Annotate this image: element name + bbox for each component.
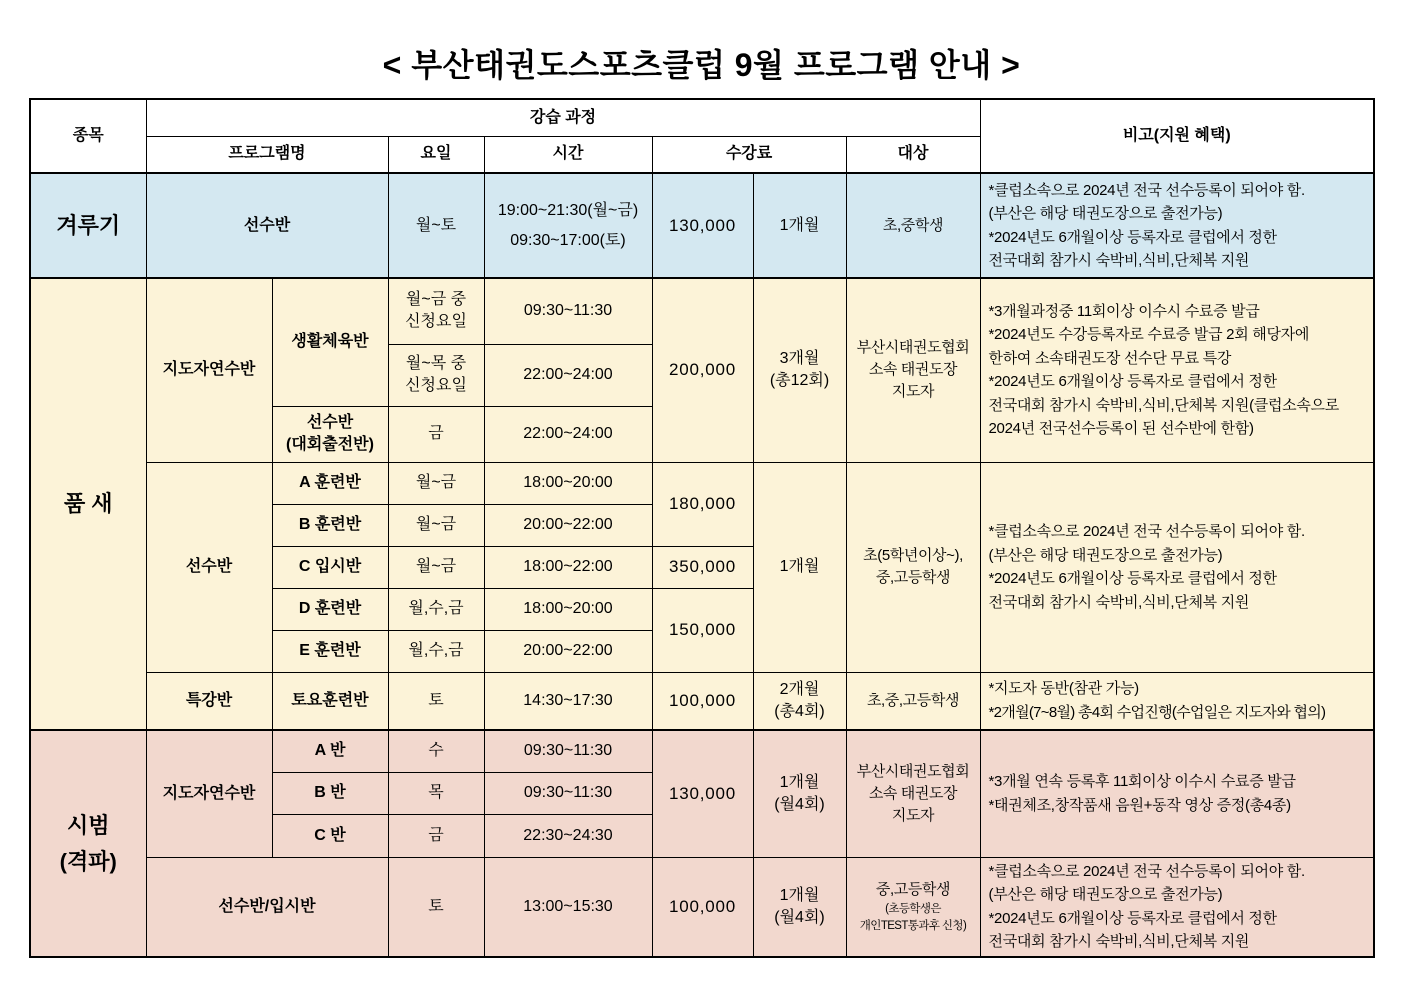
class-day-cell: 월~금 <box>388 462 484 504</box>
target-line: 중,고등학생 <box>875 880 951 898</box>
poomsae-special-period-cell <box>753 672 846 730</box>
class-time-cell: 20:00~22:00 <box>484 504 652 546</box>
poomsae-athlete-period-cell: 1개월 <box>753 462 846 672</box>
day-line: 신청요일 <box>405 313 467 331</box>
poomsae-athlete-course-cell: 선수반 <box>146 462 272 672</box>
sparring-fee-cell: 130,000 <box>652 173 753 278</box>
period-line: (월4회) <box>774 908 825 926</box>
class-day-cell: 월,수,금 <box>388 630 484 672</box>
poomsae-daily-day-cell <box>388 278 484 344</box>
class-day-cell: 수 <box>388 730 484 772</box>
header-day: 요일 <box>388 136 484 173</box>
class-day-cell: 월,수,금 <box>388 588 484 630</box>
demo-athlete-target-cell <box>846 857 980 957</box>
poomsae-special-target-cell: 초,중,고등학생 <box>846 672 980 730</box>
target-line: 지도자 <box>891 383 935 401</box>
class-time-cell: 18:00~20:00 <box>484 588 652 630</box>
poomsae-daily-sports-cell: 생활체육반 <box>272 278 388 406</box>
page-title: < 부산태권도스포츠클럽 9월 프로그램 안내 > <box>382 47 1021 83</box>
note-line: (부산은 해당 태권도장으로 출전가능) <box>988 546 1223 564</box>
note-line: *클럽소속으로 2024년 전국 선수등록이 되어야 함. <box>988 181 1305 199</box>
class-time-cell: 20:00~22:00 <box>484 630 652 672</box>
poomsae-daily-time-cell: 22:00~24:00 <box>484 344 652 406</box>
demo-athlete-fee-cell: 100,000 <box>652 857 753 957</box>
demo-category-cell <box>30 730 146 957</box>
poomsae-row <box>30 278 1374 344</box>
demo-row <box>30 730 1374 772</box>
day-line: 월~금 중 <box>405 291 467 309</box>
sparring-notes-cell <box>980 173 1374 278</box>
demo-instructor-period-cell <box>753 730 846 857</box>
poomsae-daily-day-cell <box>388 344 484 406</box>
target-note-line: (초등학생은 <box>885 902 941 915</box>
class-name-cell: B 반 <box>272 772 388 814</box>
target-line: 중,고등학생 <box>875 569 951 586</box>
poomsae-instructor-course-cell: 지도자연수반 <box>146 278 272 462</box>
class-day-cell: 월~금 <box>388 504 484 546</box>
sparring-program-cell: 선수반 <box>146 173 388 278</box>
period-line: 1개월 <box>779 886 820 904</box>
note-line: 전국대회 참가시 숙박비,식비,단체복 지원 <box>988 933 1250 951</box>
poomsae-athlete-notes-cell <box>980 462 1374 672</box>
class-name-cell: B 훈련반 <box>272 504 388 546</box>
header-target: 대상 <box>846 136 980 173</box>
poomsae-competition-time-cell: 22:00~24:00 <box>484 406 652 462</box>
poomsae-athlete-fee-c-cell: 350,000 <box>652 546 753 588</box>
poomsae-special-time-cell: 14:30~17:30 <box>484 672 652 730</box>
note-line: (부산은 해당 태권도장으로 출전가능) <box>988 205 1223 222</box>
time-line: 09:30~17:00(토) <box>510 231 626 249</box>
note-line: *클럽소속으로 2024년 전국 선수등록이 되어야 함. <box>988 862 1305 880</box>
demo-row <box>30 857 1374 957</box>
period-line: (총4회) <box>774 702 825 720</box>
demo-athlete-period-cell <box>753 857 846 957</box>
target-note-line: 개인TEST통과후 신청) <box>859 919 967 932</box>
sparring-period-cell: 1개월 <box>753 173 846 278</box>
class-name-cell: A 반 <box>272 730 388 772</box>
poomsae-category-cell: 품 새 <box>30 278 146 730</box>
poomsae-instructor-notes-cell <box>980 278 1374 462</box>
class-time-cell: 09:30~11:30 <box>484 730 652 772</box>
target-line: 소속 태권도장 <box>868 784 958 802</box>
header-row-1 <box>30 99 1374 136</box>
poomsae-instructor-target-cell <box>846 278 980 462</box>
note-line: *2024년도 수강등록자로 수료증 발급 2회 해당자에 <box>988 326 1310 344</box>
time-line: 19:00~21:30(월~금) <box>497 201 639 219</box>
period-line: 1개월 <box>779 773 820 791</box>
category-line: 시범 <box>66 812 110 838</box>
period-line: 3개월 <box>779 350 820 368</box>
header-program-name: 프로그램명 <box>146 136 388 173</box>
class-name-cell: C 입시반 <box>272 546 388 588</box>
class-time-cell: 18:00~22:00 <box>484 546 652 588</box>
sparring-day-cell: 월~토 <box>388 173 484 278</box>
class-time-cell: 09:30~11:30 <box>484 772 652 814</box>
poomsae-special-notes-cell <box>980 672 1374 730</box>
poomsae-athlete-fee-ab-cell: 180,000 <box>652 462 753 546</box>
target-line: 소속 태권도장 <box>868 361 958 379</box>
demo-instructor-target-cell <box>846 730 980 857</box>
poomsae-special-day-cell: 토 <box>388 672 484 730</box>
sparring-time-cell <box>484 173 652 278</box>
note-line: 2024년 전국선수등록이 된 선수반에 한함) <box>988 420 1254 438</box>
poomsae-instructor-fee-cell: 200,000 <box>652 278 753 462</box>
note-line: *2개월(7~8월) 총4회 수업진행(수업일은 지도자와 협의) <box>988 703 1326 721</box>
class-name-cell: A 훈련반 <box>272 462 388 504</box>
note-line: 전국대회 참가시 숙박비,식비,단체복 지원(클럽소속으로 <box>988 396 1339 414</box>
demo-athlete-course-cell: 선수반/입시반 <box>146 857 388 957</box>
note-line: *클럽소속으로 2024년 전국 선수등록이 되어야 함. <box>988 523 1305 540</box>
header-notes: 비고(지원 혜택) <box>980 99 1374 173</box>
header-category: 종목 <box>30 99 146 173</box>
poomsae-row <box>30 672 1374 730</box>
demo-athlete-day-cell: 토 <box>388 857 484 957</box>
header-course: 강습 과정 <box>146 99 980 136</box>
class-name-cell: C 반 <box>272 814 388 857</box>
class-day-cell: 월~금 <box>388 546 484 588</box>
header-time: 시간 <box>484 136 652 173</box>
demo-instructor-fee-cell: 130,000 <box>652 730 753 857</box>
poomsae-special-course-cell: 특강반 <box>146 672 272 730</box>
period-line: (월4회) <box>774 795 825 813</box>
poomsae-special-fee-cell: 100,000 <box>652 672 753 730</box>
program-name-line: 선수반 <box>306 414 354 431</box>
poomsae-daily-time-cell: 09:30~11:30 <box>484 278 652 344</box>
note-line: 한하여 소속태권도장 선수단 무료 특강 <box>988 349 1232 367</box>
day-line: 신청요일 <box>405 377 467 394</box>
sparring-row <box>30 173 1374 278</box>
poomsae-competition-cell <box>272 406 388 462</box>
target-line: 부산시태권도협회 <box>856 339 970 357</box>
program-name-line: (대회출전반) <box>286 436 374 453</box>
class-day-cell: 목 <box>388 772 484 814</box>
demo-instructor-notes-cell <box>980 730 1374 857</box>
note-line: (부산은 해당 태권도장으로 출전가능) <box>988 886 1223 904</box>
poomsae-instructor-period-cell <box>753 278 846 462</box>
target-line: 초(5학년이상~), <box>863 547 963 564</box>
note-line: *3개월과정중 11회이상 이수시 수료증 발급 <box>988 302 1260 320</box>
program-table <box>29 98 1375 958</box>
header-fee: 수강료 <box>652 136 846 173</box>
note-line: *2024년도 6개월이상 등록자로 클럽에서 정한 <box>988 570 1277 587</box>
poomsae-row <box>30 462 1374 504</box>
sparring-target-cell: 초,중학생 <box>846 173 980 278</box>
class-time-cell: 18:00~20:00 <box>484 462 652 504</box>
class-name-cell: D 훈련반 <box>272 588 388 630</box>
category-line: (격파) <box>59 848 117 874</box>
note-line: 전국대회 참가시 숙박비,식비,단체복 지원 <box>988 252 1250 269</box>
period-line: (총12회) <box>769 372 830 390</box>
note-line: 전국대회 참가시 숙박비,식비,단체복 지원 <box>988 593 1250 611</box>
target-line: 부산시태권도협회 <box>856 762 970 780</box>
demo-athlete-time-cell: 13:00~15:30 <box>484 857 652 957</box>
poomsae-competition-day-cell: 금 <box>388 406 484 462</box>
demo-athlete-notes-cell <box>980 857 1374 957</box>
target-line: 지도자 <box>891 806 935 824</box>
poomsae-athlete-fee-de-cell: 150,000 <box>652 588 753 672</box>
note-line: *2024년도 6개월이상 등록자로 클럽에서 정한 <box>988 373 1277 391</box>
poomsae-athlete-target-cell <box>846 462 980 672</box>
period-line: 2개월 <box>779 680 820 698</box>
note-line: *2024년도 6개월이상 등록자로 클럽에서 정한 <box>988 909 1277 927</box>
demo-instructor-course-cell: 지도자연수반 <box>146 730 272 857</box>
note-line: *태권체조,창작품새 음원+동작 영상 증정(총4종) <box>988 796 1291 814</box>
sparring-category-cell: 겨루기 <box>30 173 146 278</box>
note-line: *2024년도 6개월이상 등록자로 클럽에서 정한 <box>988 228 1277 246</box>
class-time-cell: 22:30~24:30 <box>484 814 652 857</box>
day-line: 월~목 중 <box>405 355 467 372</box>
note-line: *지도자 동반(참관 가능) <box>988 680 1139 698</box>
class-name-cell: E 훈련반 <box>272 630 388 672</box>
note-line: *3개월 연속 등록후 11회이상 이수시 수료증 발급 <box>988 773 1296 791</box>
poomsae-special-subname-cell: 토요훈련반 <box>272 672 388 730</box>
class-day-cell: 금 <box>388 814 484 857</box>
